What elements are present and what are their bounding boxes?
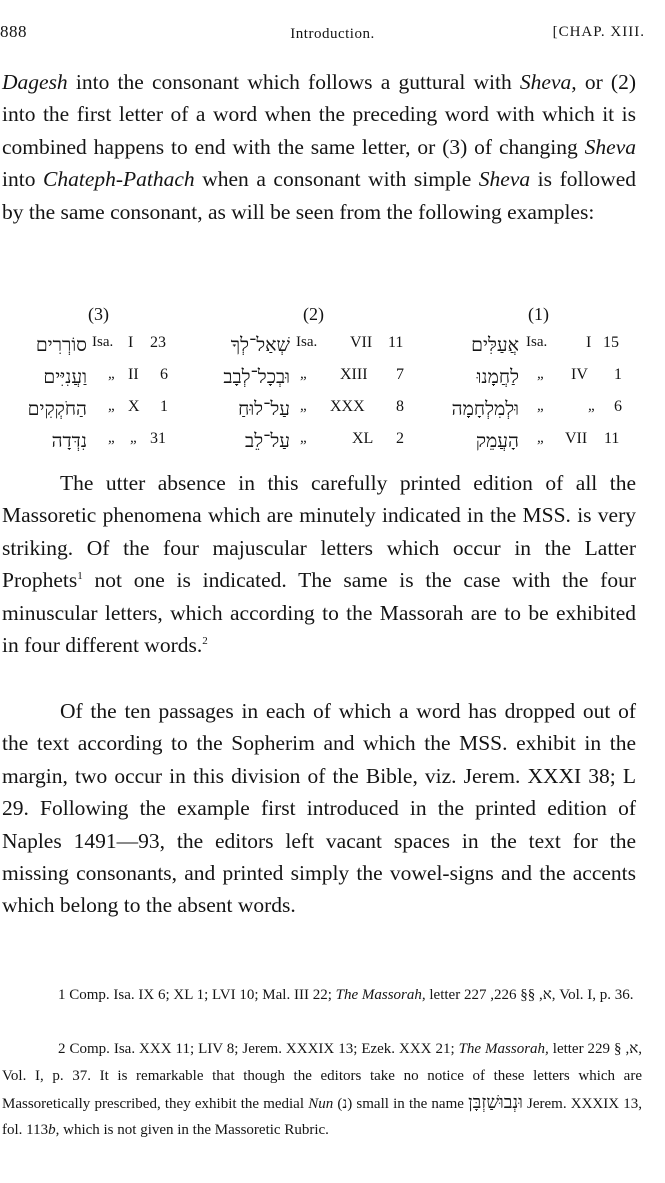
example-row [0,430,665,460]
footnote-term: Nun [308,1095,334,1112]
ditto-mark: „ [300,398,307,414]
chapter-ref: I [128,334,134,351]
footnote-text: (נ) small in the name [333,1095,469,1112]
hebrew-word: לַחֲמָנוּ [476,366,519,388]
verse-ref: 6 [160,366,168,383]
footnote-text: letter א, § 229, Vol. I, p. 37. It is remarkable that though the editors take no notice of these letters which are Massoretically prescribed, they exhibit the medial [2,1041,642,1112]
footnote-text: Jerem. XXXIX 13, fol. 113 [2,1095,643,1139]
hebrew-word: נִדְּדָה [51,430,87,452]
ditto-mark: „ [300,366,307,382]
verse-ref: 23 [150,334,166,351]
folio-side: b [48,1122,56,1139]
footnote-text: Comp. Isa. IX 6; XL 1; LVI 10; Mal. III 22; [65,987,336,1003]
footnote-ref: 1 [77,570,83,583]
column-label: (1) [528,304,549,324]
verse-ref: 11 [388,334,404,351]
hebrew-word: שְׁאַל־לְךָ [230,334,290,356]
footnote-text: letter א, §§ 226, 227, Vol. I, p. 36. [425,987,634,1003]
chapter-ref: II [128,366,139,383]
term-sheva: Sheva, [519,70,577,94]
body-paragraph [2,695,636,922]
running-title: Introduction. [290,26,375,42]
chapter-ref: X [128,398,140,415]
verse-ref: 8 [396,398,404,415]
chapter-ref: IV [571,366,588,383]
body-paragraph [2,467,636,661]
chapter-ref: I [586,334,592,351]
hebrew-word: סוֹרְרִים [35,334,87,356]
paragraph-text: Of the ten passages in each of which a word has dropped out of the text according to the Sopherim and which the MSS. exhibit in the margin, two occur in this division of the Bible, viz. Jerem. XXXI 38; L 29. Following the example first introduced in the printed edition of Naples 1491—93, the editors left vacant spaces in the text for the missing consonants, and printed simply the vowel-signs and the accents which belong to the absent words. [2,699,636,918]
paragraph-text: not one is indicated. The same is the case with the four minuscular letters, which according to the Massorah are to be exhibited in four different words. [2,568,636,658]
footnote [2,982,642,1009]
ditto-mark: „ [108,430,115,446]
term-sheva: Sheva [478,167,531,192]
column-label: (3) [88,304,109,324]
ditto-mark: „ [588,398,595,414]
ditto-mark: „ [537,366,544,382]
footnote-text: Comp. Isa. XXX 11; LIV 8; Jerem. XXXIX 13; Ezek. XXX 21; [65,1041,459,1057]
ditto-mark: „ [537,430,544,446]
hebrew-word: עַל־לֵב [245,430,290,452]
intro-text-5: is followed by the same consonant, as will be seen from the following examples: [2,167,636,224]
footnote-title: The Massorah, [335,987,426,1003]
footnote-ref: 2 [202,634,208,647]
verse-ref: 2 [396,430,404,447]
ditto-mark: „ [108,366,115,382]
chapter-label: [CHAP. XIII. [552,24,645,40]
column-label: (2) [303,304,324,324]
hebrew-word: אֲעַלִּים [471,334,519,356]
ditto-mark: „ [130,430,137,446]
example-row [0,334,665,364]
chapter-ref: XIII [340,366,368,383]
hebrew-word: וּבְכָל־לְבָב [223,366,290,388]
footnote [2,1036,642,1144]
chapter-ref: XXX [330,398,365,415]
ditto-mark: „ [300,430,307,446]
paragraph-text: The utter absence in this carefully printed edition of all the Massoretic phenomena which are minutely indicated in the MSS. is very striking. Of the four majuscular letters which occur in the Latter Prophets [2,471,636,593]
chapter-ref: VII [565,430,588,447]
chapter-ref: XL [352,430,374,447]
hebrew-name: וּנְבוּשַׁזְבָּן [468,1091,523,1113]
book-ref: Isa. [296,334,318,350]
footnote-marker: 2 [58,1041,66,1057]
intro-text-3: into [2,167,43,192]
hebrew-word: עַל־לוּחַ [238,398,290,420]
intro-text-2: or (2) into the first letter of a word when the preceding word with which it is combined happens to end with the same letter, or (3) of changing [2,70,636,159]
term-sheva: Sheva [584,134,636,159]
hebrew-word: הָעֲמֵק [475,430,519,452]
ditto-mark: „ [537,398,544,414]
verse-ref: 15 [603,334,619,351]
chapter-ref: VII [350,334,373,351]
footnote-marker: 1 [58,987,66,1003]
book-ref: Isa. [92,334,114,350]
verse-ref: 11 [604,430,620,447]
verse-ref: 31 [150,430,166,447]
hebrew-word: וּלְמִלְחָמָה [451,398,519,420]
hebrew-word: הַחֹקְקִים [27,398,87,420]
verse-ref: 6 [614,398,622,415]
hebrew-word: וַעֲנִיִּים [43,366,87,388]
footnote-text: , which is not given in the Massoretic Rubric. [55,1122,329,1139]
verse-ref: 1 [614,366,622,383]
example-row [0,398,665,428]
verse-ref: 7 [396,366,404,383]
example-row [0,366,665,396]
footnote-title: The Massorah, [458,1041,549,1057]
term-dagesh: Dagesh [2,70,68,94]
book-ref: Isa. [526,334,548,350]
page-number: 888 [0,22,27,41]
ditto-mark: „ [108,398,115,414]
intro-text-1: into the consonant which follows a guttural with [67,70,520,94]
term-chateph-pathach: Chateph-Pathach [43,167,195,192]
verse-ref: 1 [160,398,168,415]
intro-text-4: when a consonant with simple [194,167,479,192]
intro-paragraph [2,66,636,228]
